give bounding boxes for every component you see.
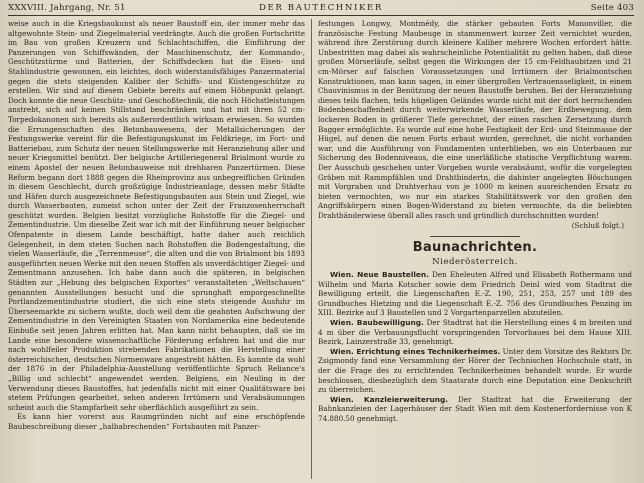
article-paragraph: weise auch in die Kriegsbaukunst als neuer Baustoff ein, der immer mehr das altgewohnte Stein- und Ziegelmaterial verdrängte. Auch die großen Fortschritte im Bau von großen Kreuzern und Schlachtschiffen, die Einführung der Panzerungen von Schiffswänden, der Maschinenschutz, der Kommando-, Geschützstürme und Batterien, der Schiffsdecken hat die Eisen- und Stahlindustrie gewonnen, ein leichtes, doch widerstandsfähiges Panzermaterial gegen die stets steigenden Kaliber der Schiffs- und Küstengeschütze zu erstellen. Wir sind auf diesem Gebiete bereits auf einem Höhepunkt gelangt. Doch konnte die neue Geschütz- und Geschoßtechnik, die noch Höchstleistungen anstrebt, sich auf keinen Stillstand beschränken und hat mit ihren 52 cm-Torpedokanonen sich bereits als außerordentlich wirksam erwiesen. So wurden die Errungenschaften des Betonbauwesens, der Metallsicherungen der Festungswerke vereint für die Befestigungskunst im Feldkriege, im Fort- und Batteriebau, zum Schutz der neuen Stellungswerke mit Heranziehung aller und neuer Kriegsmittel benützt. Der belgische Artilleriegeneral Brialmont wurde zu einem Apostel der neuen Betonbauweise mit drehbaren Panzertürmen. Diese Reform begann dort 1888 gegen die Rheinprovinz aus unbegreiflichen Gründen in diesem Geschlecht, durch großzügige Industrieanlage, dessen mehr Städte und Häfen durch ausgezeichnete Befestigungsbauten aus Stein und Ziegel, wie durch Wasserbauten, zumeist schon unter der Zeit der Franzosenherrschaft geschützt wurden. Belgien besitzt vorzügliche Rohstoffe für die Ziegel- und Zementindustrie. Um dieselbe Zeit war ich mit der Einführung neuer belgischer Ofenpatente in diesem Lande beschäftigt, hatte daher auch reichlich Gelegenheit, in dem steten Suchen nach Rohstoffen die Bodengestaltung, die vielen Wasserläufe, die „Terrenmeuse“, die alten und die von Brialmont bis 1893 ausgeführten neuen Werke mit den neuen Stoffen als unverdächtiger Ziegel- und Zementmann anzusehen. Ich habe dann auch die späteren, in belgischen Städten zur „Hebung des belgischen Exportes“ veranstalteten „Weltschauen“ genannten Ausstellungen besucht und die sprunghaft emporgeschnellte Portlandzementindustrie studiert, die sich eine stets steigende Ausfuhr im Überseemarkte zu sichern wußte, doch weil dem die geahnten Aufschwung der Zementindustrie in den Vereinigten Staaten von Nordamerika eine bedeutende Einbuße seit jenen Jahren erlitten hat. Man kann nicht behaupten, daß sie im Lande eine besondere wissenschaftliche Förderung erfahren hat und die nur nach wohlfeiler Produktion strebenden Fabrikationen die Herstellung einer österreichischen, deutschen Normenware angestrebt hätten. Es konnte da wohl der 1876 in der Philadelphia-Ausstellung veröffentlichte Spruch Reliance‘s „Billig und schlecht“ angewendet werden. Belgiens, ein Neuling in der Verwendung dieses Baustoffes, hat jedenfalls nicht mit einer Qualitätsware bei stetem Prüfungen gearbeitet, sehen anderen Irrtümern und Verabsäumungen scheint auch die Stampfarbeit sehr oberflächlich ausgeführt zu sein. xyxy=(8,19,305,412)
page-header xyxy=(8,3,634,15)
entry-heading: Wien. Baubewilligung. xyxy=(330,318,424,328)
entry-text: Den Eheleuten Alfred und Elisabeth Rothermann und Wilhelm und Maria Kotscher sowie dem Friedrich Deinl wird vom Stadtrat die Bewilligung erteilt, die Liegenschaften E.-Z. 190, 251, 253, 257 und 189 des Grundbuches Hietzing und die Liegenschaft E.-Z. 756 des Grundbuches Penzing im XIII. Bezirke auf 3 Baustellen und 2 Vorgartenparzellen abzuteilen. xyxy=(318,270,632,318)
volume-number: XXXVIII. Jahrgang, Nr. 51 xyxy=(8,3,126,13)
section-title: Baunachrichten. xyxy=(412,240,538,256)
article-continuation: festungen Longwy, Montmédy, die stärker gebauten Forts Manonviller, die französische Festung Maubeuge in stammenwert kurzer Zeit vernichtet wurden, während ihre Zerstörung durch kleinere Kaliber mehrere Wochen erfordert hätte. Unbestritten mag dabei als wahrscheinliche Potentialität zu gelten haben, daß diese großen Mörserläufe, selbst gegen die Wirkungen der 15 cm-Feldhaubitzen und 21 cm-Mörser auf falschen Voraussetzungen und Irrtümern der Brialmontschen Konstruktionen, man kann sagen, in einer übergroßen Vertrauensseligkeit, in einem Chauvinismus in der Benützung der neuen Baustoffe beruhen. Bei der Heranziehung dieses teils flachen, teils hügeligen Geländes wurde nicht mit der dort herrschenden Bodenbeschaffenheit durch weiterwirkende Wasserläufe, der Erdbewegung, dem lockeren Boden in größerer Tiefe gerechnet, der einen raschen Zersetzung durch Bagger ermöglichte. Es wurde auf eine hohe Festigkeit der Erd- und Steinmasse der Hügel, auf denen die neuen Forts erbaut wurden, gerechnet, die nicht vorhanden war, und die Ausführung von Fundamenten unterblieben, wo ein Unterbauen zur Sicherung des Bodenniveaus, die eine unerläßliche statische Verpflichtung warem. Der Ausschub geschehen unter Vorgeben wurde verabsäumt, wofür die vorgelegten Gräben mit Rammpfählen und Drahtbindertn, die dahinter angelegten Böschungen mit Vorgraben und Drahtverhau von je 1000 m keinen ausreichenden Ersatz zu bieten vermochten, wo nur ein starkes Stabilitätswerk vor den großen den Angriffskörpern einen Bogen-Widerstand zu bieten vermochte, da die beliebten Drahtbänderwiese überall alles rasch und gründlich durchschnitten wurden! xyxy=(318,19,632,220)
journal-title: DER BAUTECHNIKER xyxy=(259,3,383,13)
entry-text: Unter dem Vorsitze des Rektors Dr. Zsigmondy fand eine Versammlung der Hörer der Technischen Hochschule statt, in der die Frage des zu errichtenden Technikerheimes behandelt wurde. Er wurde beschlossen, diesbezüglich dem Staatsrate durch eine Deputation eine Denkschrift zu überreichen. xyxy=(318,346,632,395)
entry-text: Der Stadtrat hat die Erweiterung der Bahnkanzleien der Lagerhäuser der Stadt Wien mit dem Kostenerfordernisse von K 74.880.50 genehmigt. xyxy=(318,394,632,423)
news-entry xyxy=(318,347,632,395)
entry-heading: Wien. Neue Baustellen. xyxy=(330,270,429,280)
left-column xyxy=(8,19,305,483)
section-separator xyxy=(430,236,520,237)
right-column xyxy=(318,19,632,483)
region-heading: Niederösterreich. xyxy=(432,257,518,268)
entry-text: Der Stadtrat hat die Herstellung eines 4 m breiten und 4 m über die Verbauungsflucht vorspringenden Torvorbaues bei dem Hause XIII. Bezirk, Lainzerstraße 33, genehmigt. xyxy=(318,318,632,347)
header-rule xyxy=(8,15,634,16)
page-number: Seite 403 xyxy=(590,3,634,13)
news-entry xyxy=(318,395,632,424)
news-entry xyxy=(318,318,632,347)
column-divider xyxy=(311,19,312,479)
article-paragraph: Es kann hier vorerst aus Raumgründen nicht auf eine erschöpfende Baubeschreibung dieser „halbabrechenden“ Fortsbauten mit Panzer- xyxy=(8,412,305,431)
entry-heading: Wien. Errichtung eines Technikerheimes. xyxy=(330,346,501,356)
news-entry xyxy=(318,270,632,318)
article-signoff: (Schluß folgt.) xyxy=(571,221,624,231)
entry-heading: Wien. Kanzleierweiterung. xyxy=(330,394,449,404)
